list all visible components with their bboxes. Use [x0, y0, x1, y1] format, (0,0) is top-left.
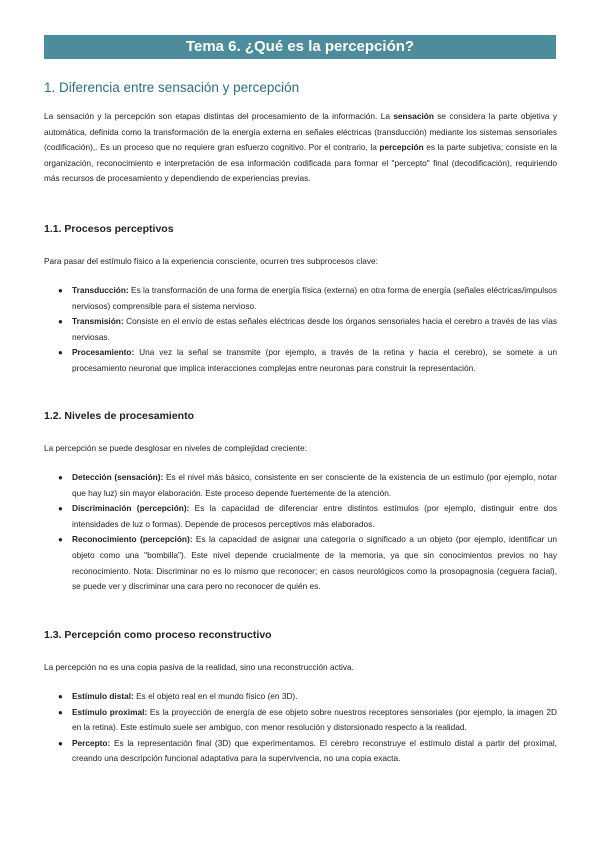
list-item-term: Procesamiento: [72, 347, 135, 358]
subsection-1-1-heading: 1.1. Procesos perceptivos [44, 223, 174, 235]
list-item-text: Es la proyección de energía de ese objeto sobre nuestros receptores sensoriales (por ejemplo, la imagen 2D en la retina). Este estímulo suele ser ambiguo, con menor resolución y distorsionado respecto a la realidad. [72, 706, 557, 733]
list-item [44, 689, 557, 705]
list-item-term: Transducción: [72, 285, 129, 295]
list-item-term: Transmisión: [72, 316, 124, 327]
list-item-term: Percepto: [72, 737, 111, 748]
list-item [44, 283, 557, 314]
list-item-term: Detección (sensación): [72, 472, 164, 482]
list-item-text: Es el objeto real en el mundo físico (en 3D). [133, 691, 298, 701]
list-item [44, 532, 557, 594]
list-item-text: Es la capacidad de diferenciar entre distintos estímulos (por ejemplo, distinguir entre dos intensidades de luz o formas). Depende de procesos perceptivos más elaborados. [72, 503, 557, 529]
subsection-1-2-heading: 1.2. Niveles de procesamiento [44, 410, 194, 422]
bullet-icon: ● [58, 738, 63, 748]
bullet-icon: ● [58, 504, 63, 514]
list-item-term: Estímulo proximal: [72, 706, 148, 717]
list-item [44, 736, 557, 767]
bullet-icon: ● [58, 348, 63, 358]
list-item [44, 501, 557, 532]
intro-text-2: se considera la parte objetiva y automática, definida como la transformación de la energía externa en señales eléctricas (transducción) mediante los sistemas sensoriales (codificación),. Es un proceso que no requiere gran esfuerzo cognitivo. Por el contrario, la [44, 111, 557, 153]
list-item-text: Es la representación final (3D) que experimentamos. El cerebro reconstruye el estímulo distal a partir del proximal, creando una descripción funcional adaptativa para la supervivencia, no una copia exacta. [72, 737, 557, 764]
list-item [44, 705, 557, 736]
bullet-icon: ● [58, 692, 63, 701]
subsection-1-1-intro: Para pasar del estímulo físico a la experiencia consciente, ocurren tres subprocesos clave: [44, 256, 378, 266]
list-item [44, 470, 557, 501]
subsection-1-2-list [44, 470, 557, 595]
list-item-text: Es el nivel más básico, consistente en ser consciente de la existencia de un estímulo (por ejemplo, notar que hay luz) sin mayor elaboración. Este proceso depende fuertemente de la atención. [72, 472, 557, 498]
bullet-icon: ● [58, 286, 63, 295]
subsection-1-2-intro: La percepción se puede desglosar en niveles de complejidad creciente: [44, 443, 307, 453]
list-item-text: Consiste en el envío de estas señales eléctricas desde los órganos sensoriales hacia el cerebro a través de las vías nerviosas. [72, 316, 557, 342]
intro-text-3: es la parte subjetiva; consiste en la organización, reconocimiento e interpretación de esa información codificada para formar el "percepto" final (decodificación), requiriendo más recursos de procesamiento y dependiendo de experiencias previas. [44, 142, 557, 184]
list-item [44, 314, 557, 345]
subsection-1-3-intro: La percepción no es una copia pasiva de la realidad, sino una reconstrucción activa. [44, 662, 354, 672]
section-1-intro-paragraph [44, 109, 557, 187]
list-item-term: Discriminación (percepción): [72, 503, 190, 514]
subsection-1-3-list [44, 689, 557, 767]
list-item-text: Una vez la señal se transmite (por ejemplo, a través de la retina y hacia el cerebro), se somete a un procesamiento neuronal que implica interacciones complejas entre neuronas para construir la representación. [72, 347, 557, 373]
subsection-1-1-list [44, 283, 557, 377]
intro-text-1: La sensación y la percepción son etapas distintas del procesamiento de la información. La [44, 111, 394, 121]
bullet-icon: ● [58, 473, 63, 482]
intro-term-percepcion: percepción [379, 142, 424, 153]
list-item-term: Estímulo distal: [72, 691, 134, 701]
intro-term-sensacion: sensación [393, 111, 434, 121]
list-item-term: Reconocimiento (percepción): [72, 534, 193, 545]
document-title: Tema 6. ¿Qué es la percepción? [44, 35, 556, 59]
list-item-text: Es la capacidad de asignar una categoría o significado a un objeto (por ejemplo, identificar un objeto como una "bombilla"). Este nivel depende crucialmente de la memoria, ya que sin conocimientos previos no hay reconocimiento. Nota: Discriminar no es lo mismo que reconocer; en casos neurológicos como la prosopagnosia (ceguera facial), se puede ver y discriminar una cara pero no reconocer de quién es. [72, 534, 557, 592]
subsection-1-3-heading: 1.3. Percepción como proceso reconstructivo [44, 629, 272, 641]
list-item-text: Es la transformación de una forma de energía física (externa) en otra forma de energía (señales eléctricas/impulsos nerviosos) comprensible para el sistema nervioso. [72, 285, 557, 311]
bullet-icon: ● [58, 535, 63, 545]
list-item [44, 345, 557, 376]
bullet-icon: ● [58, 317, 63, 327]
section-1-heading: 1. Diferencia entre sensación y percepción [44, 80, 300, 95]
bullet-icon: ● [58, 707, 63, 717]
